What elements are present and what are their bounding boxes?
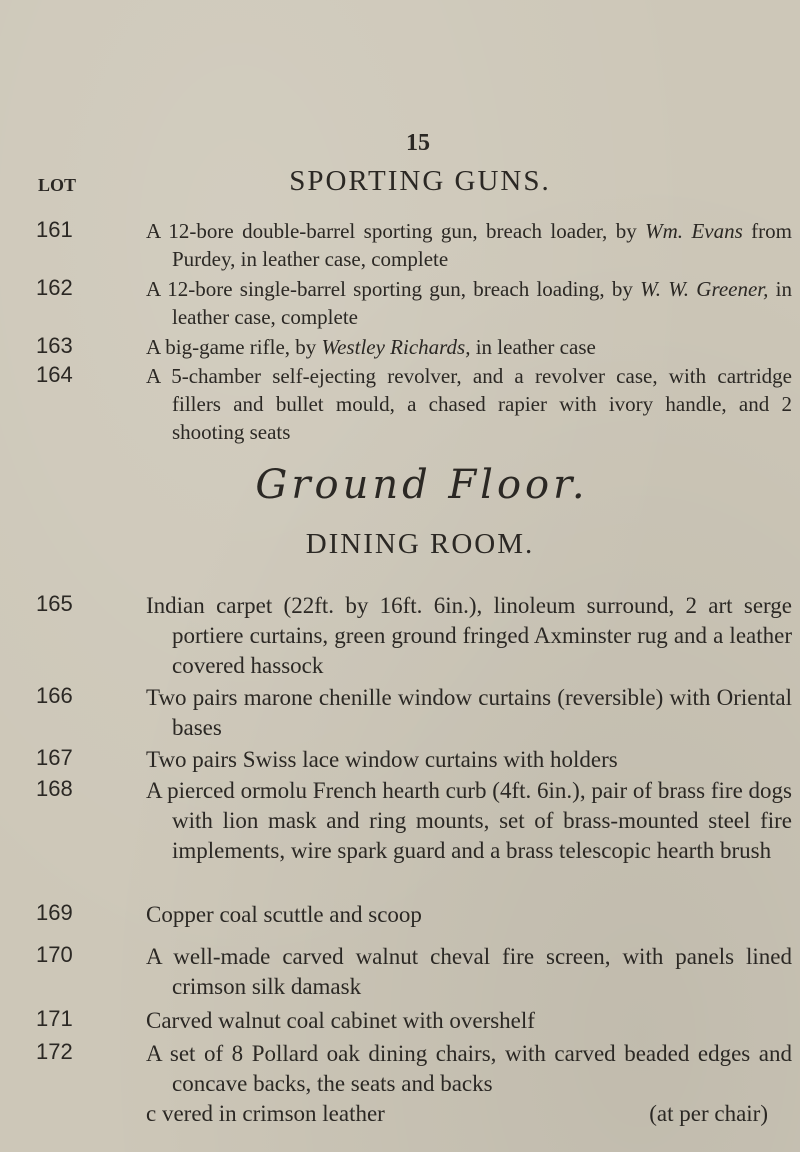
lot-text-part: A 12-bore single-barrel sporting gun, breach loading, by <box>146 277 641 301</box>
lot-entry <box>36 683 792 743</box>
section-heading-dining-room: DINING ROOM. <box>305 528 535 560</box>
lot-description: A 5-chamber self-ejecting revolver, and a revolver case, with cartridge fillers and bullet mould, a chased rapier with ivory handle, and 2 shooting seats <box>146 364 792 444</box>
lot-entry <box>36 900 776 930</box>
lot-entry <box>36 1039 792 1129</box>
lot-number: 165 <box>36 591 73 616</box>
lot-entry <box>36 362 792 446</box>
lot-column-label: LOT <box>38 175 77 195</box>
lot-description <box>146 333 792 361</box>
lot-number: 164 <box>36 362 73 387</box>
lot-text-part: c vered in crimson leather <box>146 1101 385 1126</box>
lot-maker: W. W. Greener, <box>640 277 769 301</box>
lot-number: 166 <box>36 683 73 708</box>
lot-text-part: A 12-bore double-barrel sporting gun, breach loader, by <box>146 219 646 243</box>
lot-number: 169 <box>36 900 73 925</box>
lot-number: 167 <box>36 745 73 770</box>
lot-entry <box>36 942 792 1002</box>
lot-entry <box>36 275 793 331</box>
lot-number: 161 <box>36 217 73 242</box>
lot-description: Indian carpet (22ft. by 16ft. 6in.), linoleum surround, 2 art serge portiere curtains, green ground fringed Axminster rug and a leather covered hassock <box>146 593 792 678</box>
lot-description: Two pairs Swiss lace window curtains with holders <box>146 747 618 772</box>
lot-entry <box>36 333 776 361</box>
lot-entry <box>36 591 792 681</box>
lot-text-part: in leather case, complete <box>172 277 793 329</box>
lot-text-part: from Purdey, in leather case, complete <box>172 219 792 271</box>
lot-text-part: in leather case <box>470 335 596 359</box>
lot-maker: Wm. Evans <box>645 219 743 243</box>
lot-maker: Westley Richards, <box>321 335 471 359</box>
lot-description: Two pairs marone chenille window curtains (reversible) with Oriental bases <box>146 685 792 740</box>
lot-number: 171 <box>36 1006 73 1031</box>
section-heading-sporting-guns: SPORTING GUNS. <box>289 165 551 197</box>
lot-number: 170 <box>36 942 73 967</box>
lot-number: 163 <box>36 333 73 358</box>
lot-number: 168 <box>36 776 73 801</box>
page-number: 15 <box>406 130 430 156</box>
lot-description: Copper coal scuttle and scoop <box>146 902 422 927</box>
lot-description <box>146 1039 792 1129</box>
lot-entry <box>36 745 776 775</box>
lot-description <box>146 217 792 273</box>
lot-final-line <box>146 1099 792 1129</box>
lot-number: 162 <box>36 275 73 300</box>
lot-number: 172 <box>36 1039 73 1064</box>
lot-description: A well-made carved walnut cheval fire screen, with panels lined crimson silk damask <box>146 944 792 999</box>
lot-entry <box>36 217 792 273</box>
lot-description: Carved walnut coal cabinet with overshelf <box>146 1008 535 1033</box>
lot-description: A pierced ormolu French hearth curb (4ft. 6in.), pair of brass fire dogs with lion mask and ring mounts, set of brass-mounted steel fire implements, wire spark guard and a brass telescopic hearth brush <box>146 778 792 863</box>
lot-price-note: (at per chair) <box>649 1101 768 1126</box>
lot-entry <box>36 1006 776 1036</box>
section-heading-ground-floor: Ground Floor. <box>255 462 589 508</box>
lot-text-part: A set of 8 Pollard oak dining chairs, with carved beaded edges and concave backs, the seats and backs <box>146 1041 792 1096</box>
lot-description <box>146 275 792 331</box>
lot-entry <box>36 776 792 866</box>
lot-text-part: A big-game rifle, by <box>146 335 322 359</box>
